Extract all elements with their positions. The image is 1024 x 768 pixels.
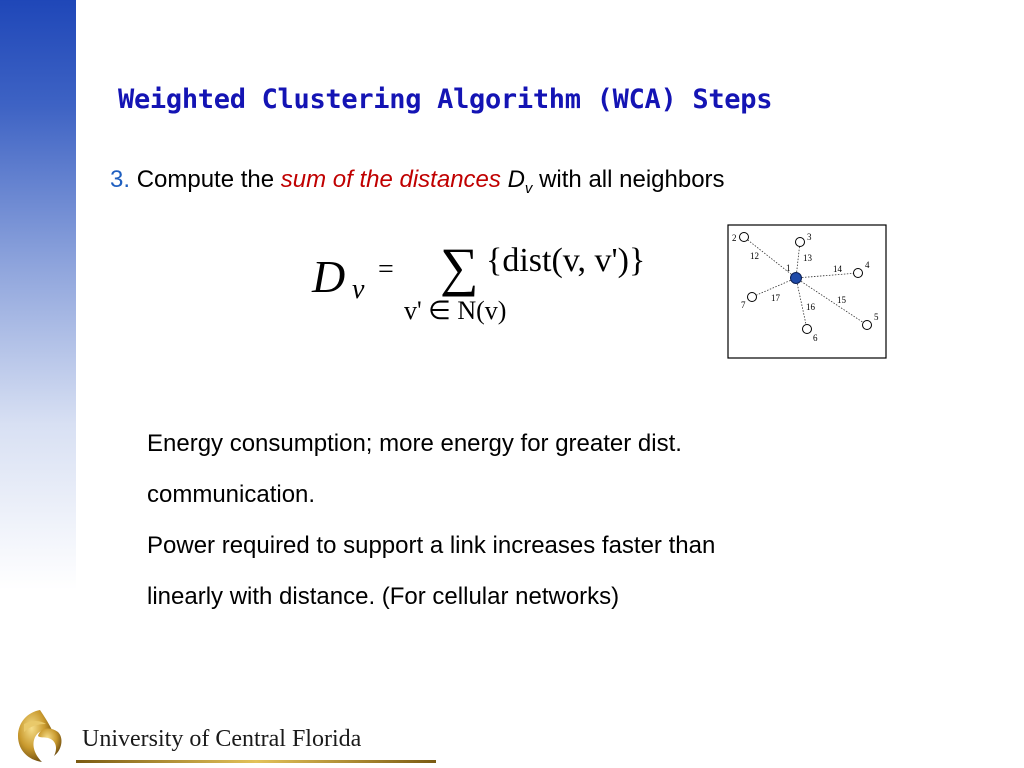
side-gradient-band	[0, 0, 76, 590]
node-4-circle	[854, 269, 863, 278]
pegasus-logo-icon	[10, 706, 70, 766]
edge-weight-17: 17	[771, 293, 780, 303]
formula-equals: =	[378, 254, 394, 285]
step-text-before: Compute the	[136, 166, 275, 193]
diagram-border	[728, 225, 886, 358]
node-label-4: 4	[865, 260, 870, 270]
center-node-label: 1	[786, 263, 791, 273]
node-5-circle	[863, 321, 872, 330]
logo-swirl-shape	[38, 729, 61, 756]
distance-sum-formula	[300, 230, 680, 340]
summation-symbol: ∑	[440, 237, 479, 297]
edge-weight-16: 16	[806, 302, 815, 312]
edge-weight-12: 12	[750, 251, 759, 261]
step-symbol-letter: D	[507, 166, 525, 193]
step-number: 3.	[110, 166, 131, 193]
formula-body: {dist(v, v')}	[486, 242, 646, 279]
edge-weight-13: 13	[803, 253, 812, 263]
summation-subscript: v' ∈ N(v)	[404, 296, 507, 325]
formula-lhs: D	[312, 251, 346, 302]
step-line	[110, 166, 725, 197]
node-3-circle	[796, 238, 805, 247]
body-line: communication.	[147, 481, 316, 508]
node-label-7: 7	[741, 300, 746, 310]
body-text	[147, 418, 847, 622]
slide-title: Weighted Clustering Algorithm (WCA) Steps	[118, 84, 773, 115]
body-line: Energy consumption; more energy for greater dist.	[147, 430, 682, 457]
node-label-3: 3	[807, 232, 812, 242]
edge-weight-14: 14	[833, 264, 842, 274]
node-label-5: 5	[874, 312, 879, 322]
body-line: linearly with distance. (For cellular networks)	[147, 583, 620, 610]
step-text-after: with all neighbors	[539, 166, 725, 193]
center-node-circle	[791, 273, 802, 284]
node-6-circle	[803, 325, 812, 334]
step-symbol	[507, 166, 533, 197]
university-name: University of Central Florida	[82, 726, 362, 752]
body-line: Power required to support a link increases faster than	[147, 532, 716, 559]
node-label-6: 6	[813, 333, 818, 343]
node-2-circle	[740, 233, 749, 242]
formula-lhs-subscript: v	[352, 274, 365, 305]
node-7-circle	[748, 293, 757, 302]
neighbor-distance-diagram	[727, 224, 887, 359]
edge-weight-15: 15	[837, 295, 846, 305]
footer-gold-rule	[76, 760, 436, 763]
step-emphasis: sum of the distances	[280, 166, 501, 193]
node-label-2: 2	[732, 233, 737, 243]
step-symbol-subscript: v	[524, 179, 533, 197]
